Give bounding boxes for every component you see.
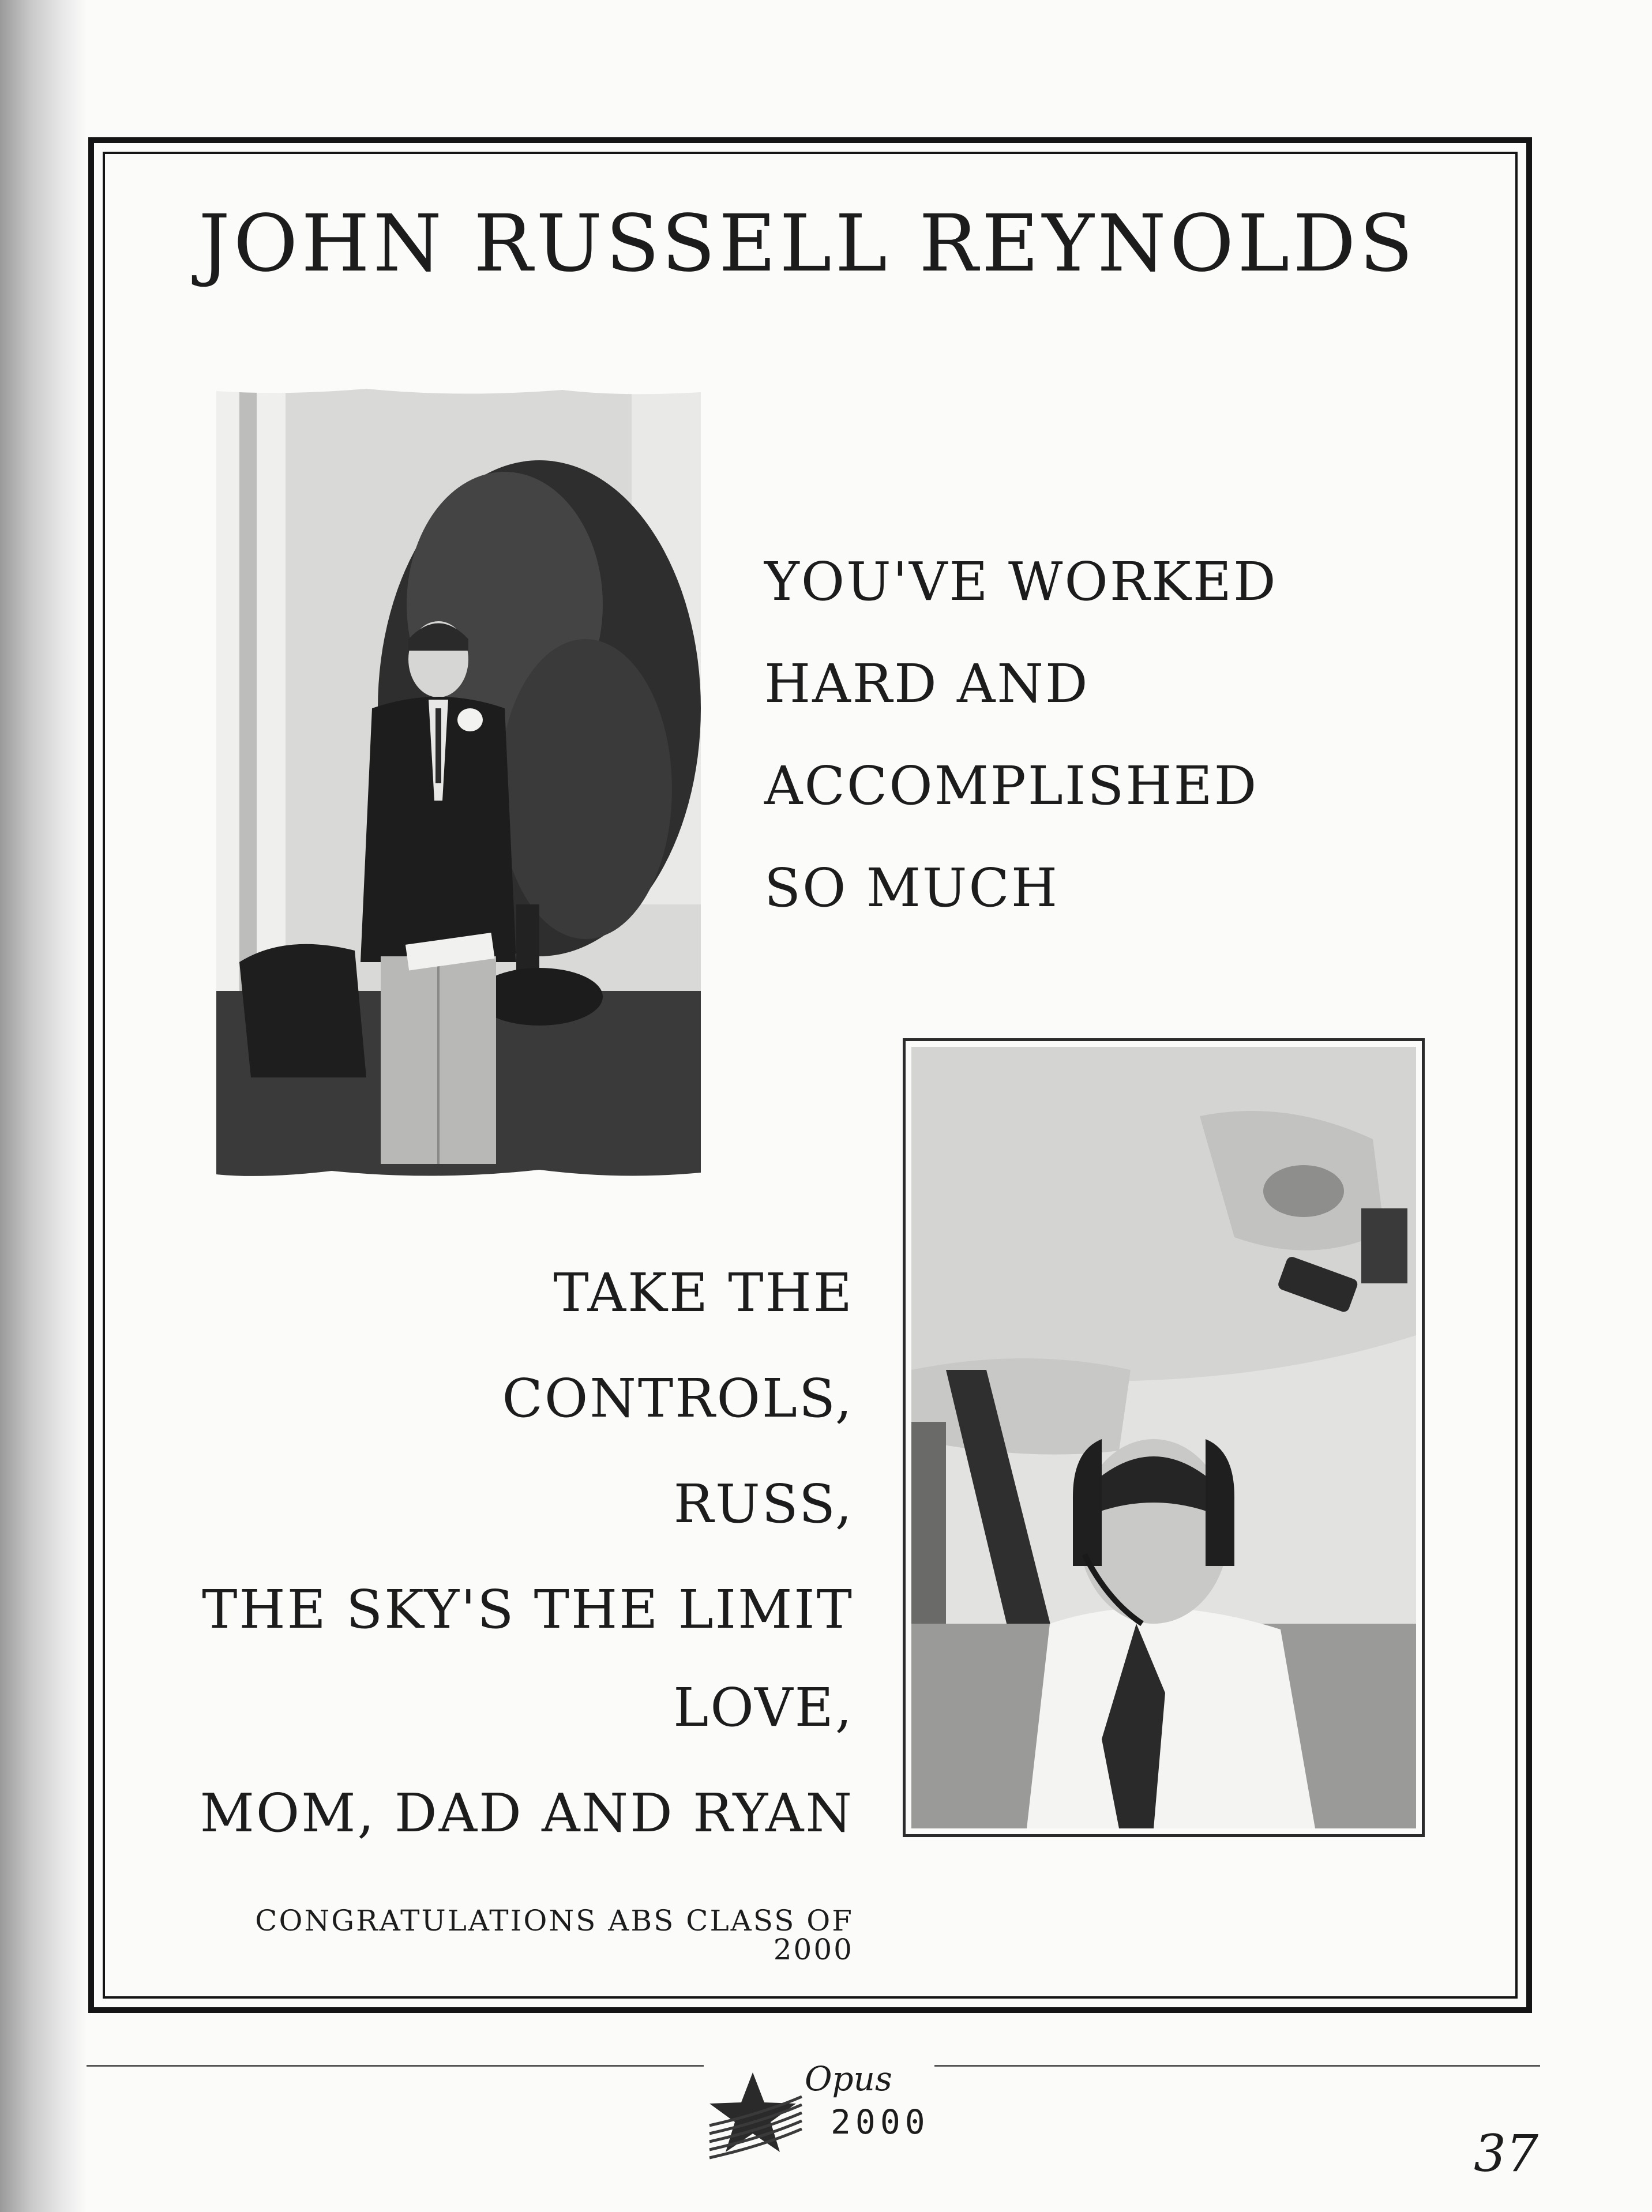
footer-rule-left [87,2065,704,2067]
verse-bottom-line: THE SKY'S THE LIMIT [202,1579,854,1640]
logo-word: Opus [805,2059,892,2098]
signoff-family: MOM, DAD AND RYAN [200,1782,854,1844]
verse-bottom-line: TAKE THE CONTROLS, [502,1262,854,1429]
formal-portrait-photo [216,385,701,1184]
footer-rule-right [934,2065,1540,2067]
page-number: 37 [1474,2124,1538,2183]
verse-top [764,531,1278,939]
page-title: JOHN RUSSELL REYNOLDS [198,198,1417,290]
verse-bottom-line: RUSS, [673,1473,854,1535]
signoff-love: LOVE, [673,1677,854,1738]
congratulations-line: CONGRATULATIONS ABS CLASS OF 2000 [255,1904,854,1966]
book-spine-shadow [0,0,87,2212]
logo-year: 2000 [831,2102,930,2142]
verse-top-line: ACCOMPLISHED [764,755,1259,817]
verse-top-line: YOU'VE WORKED [764,551,1278,613]
verse-top-line: HARD AND [764,653,1090,715]
verse-bottom [190,1240,854,1662]
cockpit-photo [911,1047,1416,1828]
verse-top-line: SO MUCH [764,857,1060,919]
